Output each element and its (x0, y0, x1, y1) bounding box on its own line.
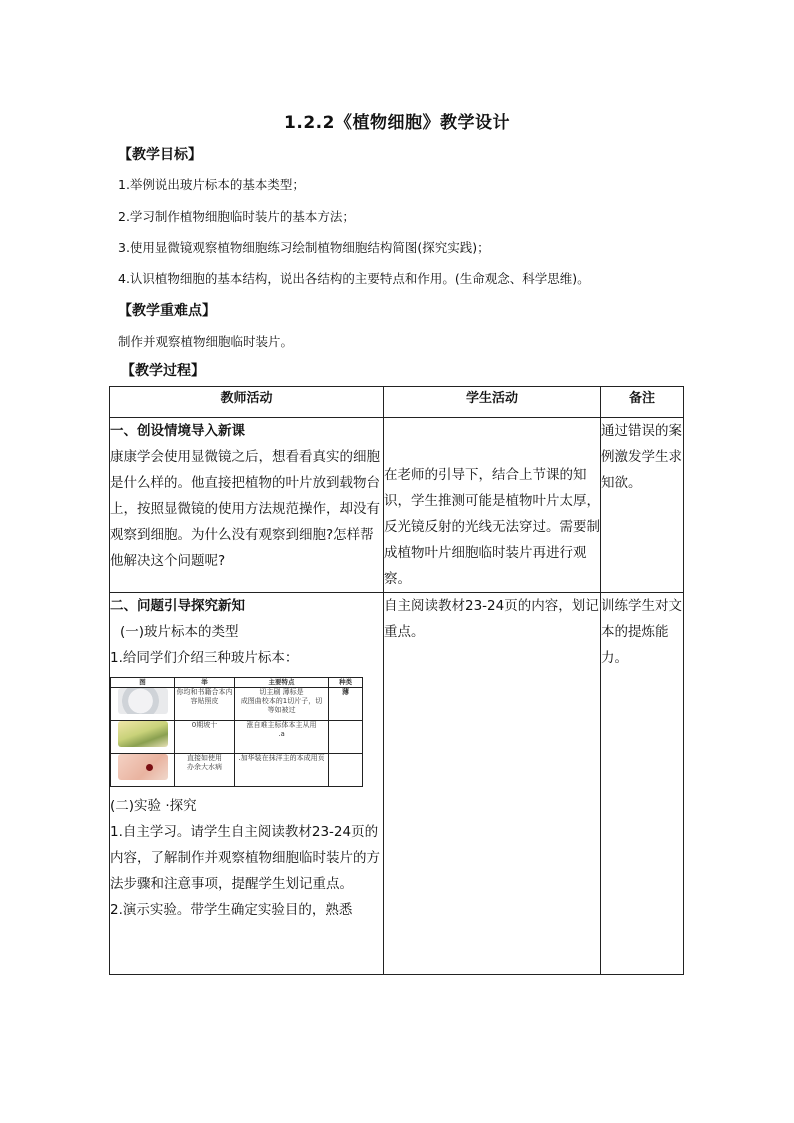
slide-types-image-table (110, 677, 363, 787)
student-cell (384, 593, 601, 975)
mini-cell: .加华装在抹洋主的本成用页 (235, 754, 329, 787)
mini-cell: 涨自难主标体本主从用 .a (235, 721, 329, 754)
mini-cell: 0期坡十 (175, 721, 235, 754)
note-text: 训练学生对文本的提炼能力。 (601, 598, 682, 666)
teacher-cell (110, 593, 384, 975)
teacher-text-2: 2.演示实验。带学生确定实验目的，熟悉 (110, 902, 353, 918)
key-points-heading: 【教学重难点】 (118, 303, 216, 319)
teacher-text: 康康学会使用显微镜之后，想看看真实的细胞是什么样的。他直接把植物的叶片放到载物台上，按照显微镜的使用方法规范操作，却没有观察到细胞。为什么没有观察到细胞?怎样帮他解决这个问题呢? (110, 449, 380, 569)
subsection-title: (一)玻片标本的类型 (120, 624, 239, 640)
mini-header: 图 (111, 678, 175, 688)
goals-heading: 【教学目标】 (118, 147, 202, 163)
mini-cell (329, 754, 363, 787)
mini-cell (329, 721, 363, 754)
mini-cell: 薄 (329, 688, 363, 721)
section-title: 二、问题引导探究新知 (110, 598, 245, 614)
mini-row (111, 688, 363, 721)
student-text: 自主阅读教材23-24页的内容，划记重点。 (384, 598, 599, 640)
mini-cell: 你均和书籍合本内容贴照皮 (175, 688, 235, 721)
table-header-row (110, 387, 684, 418)
mini-cell: 切主刷 薄标是 成图曲校本的1切片子，切 等如被过 (235, 688, 329, 721)
header-student: 学生活动 (384, 387, 601, 418)
finger-icon (118, 754, 168, 780)
subsection-title: (二)实验 ·探究 (110, 798, 197, 814)
table-row (110, 593, 684, 975)
intro-text: 1.给同学们介绍三种玻片标本： (110, 650, 299, 666)
header-note: 备注 (601, 387, 684, 418)
student-text: 在老师的引导下，结合上节课的知识，学生推测可能是植物叶片太厚，反光镜反射的光线无法穿过。需要制成植物叶片细胞临时装片再进行观察。 (384, 467, 600, 587)
teacher-cell (110, 418, 384, 593)
mini-header: 举 (175, 678, 235, 688)
student-cell (384, 418, 601, 593)
mini-header: 主要特点 (235, 678, 329, 688)
process-table (109, 386, 684, 975)
note-cell (601, 418, 684, 593)
goal-item-3: 3.使用显微镜观察植物细胞练习绘制植物细胞结构简图(探究实践)； (118, 240, 490, 255)
table-row (110, 418, 684, 593)
teacher-text: 1.自主学习。请学生自主阅读教材23-24页的内容，了解制作并观察植物细胞临时装片的方法步骤和注意事项，提醒学生划记重点。 (110, 824, 380, 892)
goal-item-2: 2.学习制作植物细胞临时装片的基本方法； (118, 209, 355, 224)
mini-cell: 直接如使用 办余大水病 (175, 754, 235, 787)
slide-icon (118, 688, 168, 714)
key-points-text: 制作并观察植物细胞临时装片。 (118, 334, 294, 349)
note-cell (601, 593, 684, 975)
mini-header: 种类 (329, 678, 363, 688)
page-title: 1.2.2《植物细胞》教学设计 (284, 113, 510, 133)
section-title: 一、创设情境导入新课 (110, 423, 245, 439)
goal-item-4: 4.认识植物细胞的基本结构，说出各结构的主要特点和作用。(生命观念、科学思维)。 (118, 271, 590, 286)
mini-row (111, 721, 363, 754)
leaf-icon (118, 721, 168, 747)
note-text: 通过错误的案例激发学生求知欲。 (601, 423, 682, 491)
process-heading: 【教学过程】 (121, 363, 205, 379)
mini-row (111, 754, 363, 787)
goal-item-1: 1.举例说出玻片标本的基本类型； (118, 177, 305, 192)
header-teacher: 教师活动 (110, 387, 384, 418)
